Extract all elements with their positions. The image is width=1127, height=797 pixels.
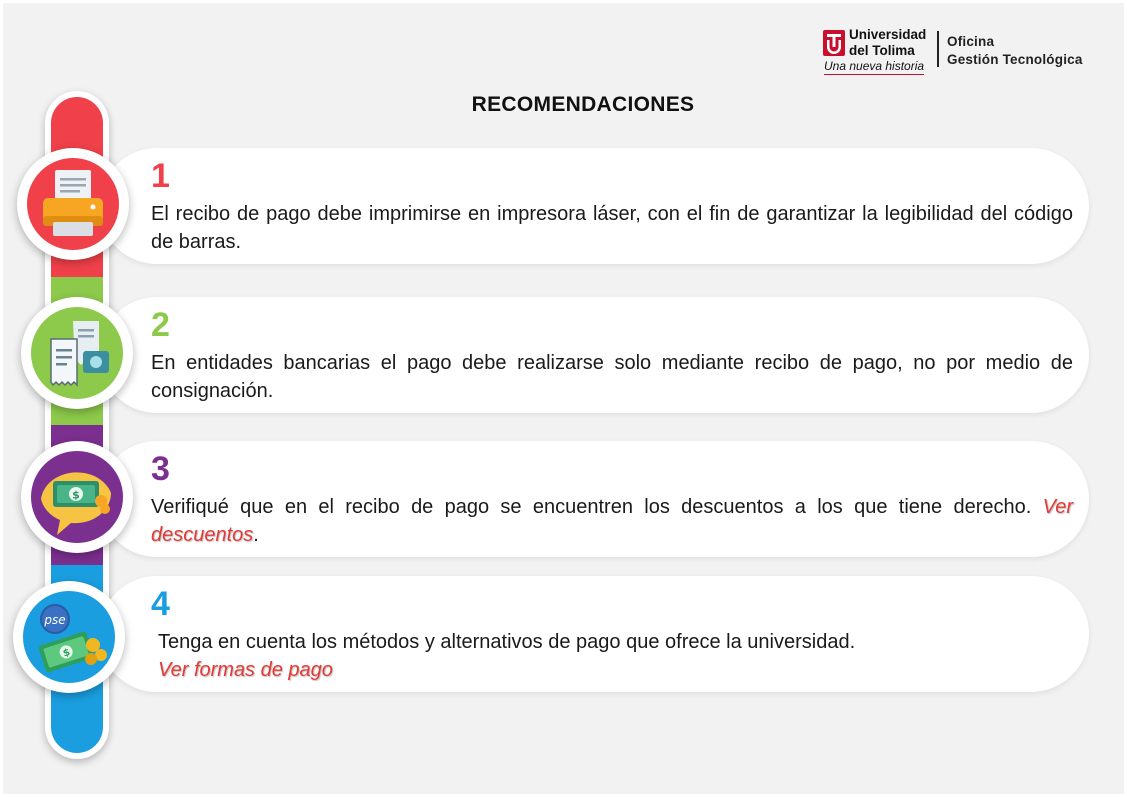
- money-discount-icon: [29, 449, 125, 545]
- printer-badge: [17, 148, 129, 260]
- recommendation-number: 3: [151, 450, 170, 488]
- recommendation-card-2: [99, 297, 1089, 413]
- receipt-badge: [21, 297, 133, 409]
- recommendation-text: En entidades bancarias el pago debe realizarse solo mediante recibo de pago, no por medio de consignación.: [151, 352, 1073, 402]
- slide: [3, 3, 1124, 794]
- ut-logo-icon: [823, 30, 845, 56]
- recommendation-card-4: [99, 576, 1089, 692]
- recommendation-card-1: [99, 148, 1089, 264]
- recommendation-text: Verifiqué que en el recibo de pago se encuentren los descuentos a los que tiene derecho.: [151, 496, 1032, 518]
- university-name-line1: Universidad: [849, 27, 927, 42]
- ver-descuentos-link[interactable]: Ver descuentos: [151, 496, 1073, 546]
- university-name-line2: del Tolima: [849, 43, 915, 58]
- recommendation-text-block: [151, 493, 1073, 549]
- university-logo: [823, 27, 1113, 79]
- printer-icon: [25, 156, 121, 252]
- recommendation-text: Tenga en cuenta los métodos y alternativos de pago que ofrece la universidad.: [158, 631, 856, 653]
- university-slogan: Una nueva historia: [824, 59, 925, 73]
- pse-payment-badge: [13, 581, 125, 693]
- ver-formas-de-pago-link[interactable]: Ver formas de pago: [158, 659, 333, 681]
- pse-icon-label: pse: [44, 613, 66, 627]
- department-line1: Oficina: [947, 34, 995, 49]
- svg-text:$: $: [61, 647, 72, 660]
- page-title: RECOMENDACIONES: [471, 93, 695, 116]
- pse-payment-icon: [21, 589, 117, 685]
- recommendation-number: 4: [151, 585, 170, 623]
- logo-divider: [937, 31, 939, 67]
- department-line2: Gestión Tecnológica: [947, 52, 1083, 67]
- svg-text:$: $: [72, 488, 80, 502]
- recommendation-number: 1: [151, 157, 170, 195]
- recommendation-text: El recibo de pago debe imprimirse en impresora láser, con el fin de garantizar la legibilidad del código de barras.: [151, 203, 1073, 253]
- recommendation-suffix: .: [253, 524, 259, 546]
- recommendation-text-block: [158, 628, 1080, 684]
- recommendation-number: 2: [151, 306, 170, 344]
- money-discount-badge: [21, 441, 133, 553]
- recommendation-card-3: [99, 441, 1089, 557]
- receipt-icon: [29, 305, 125, 401]
